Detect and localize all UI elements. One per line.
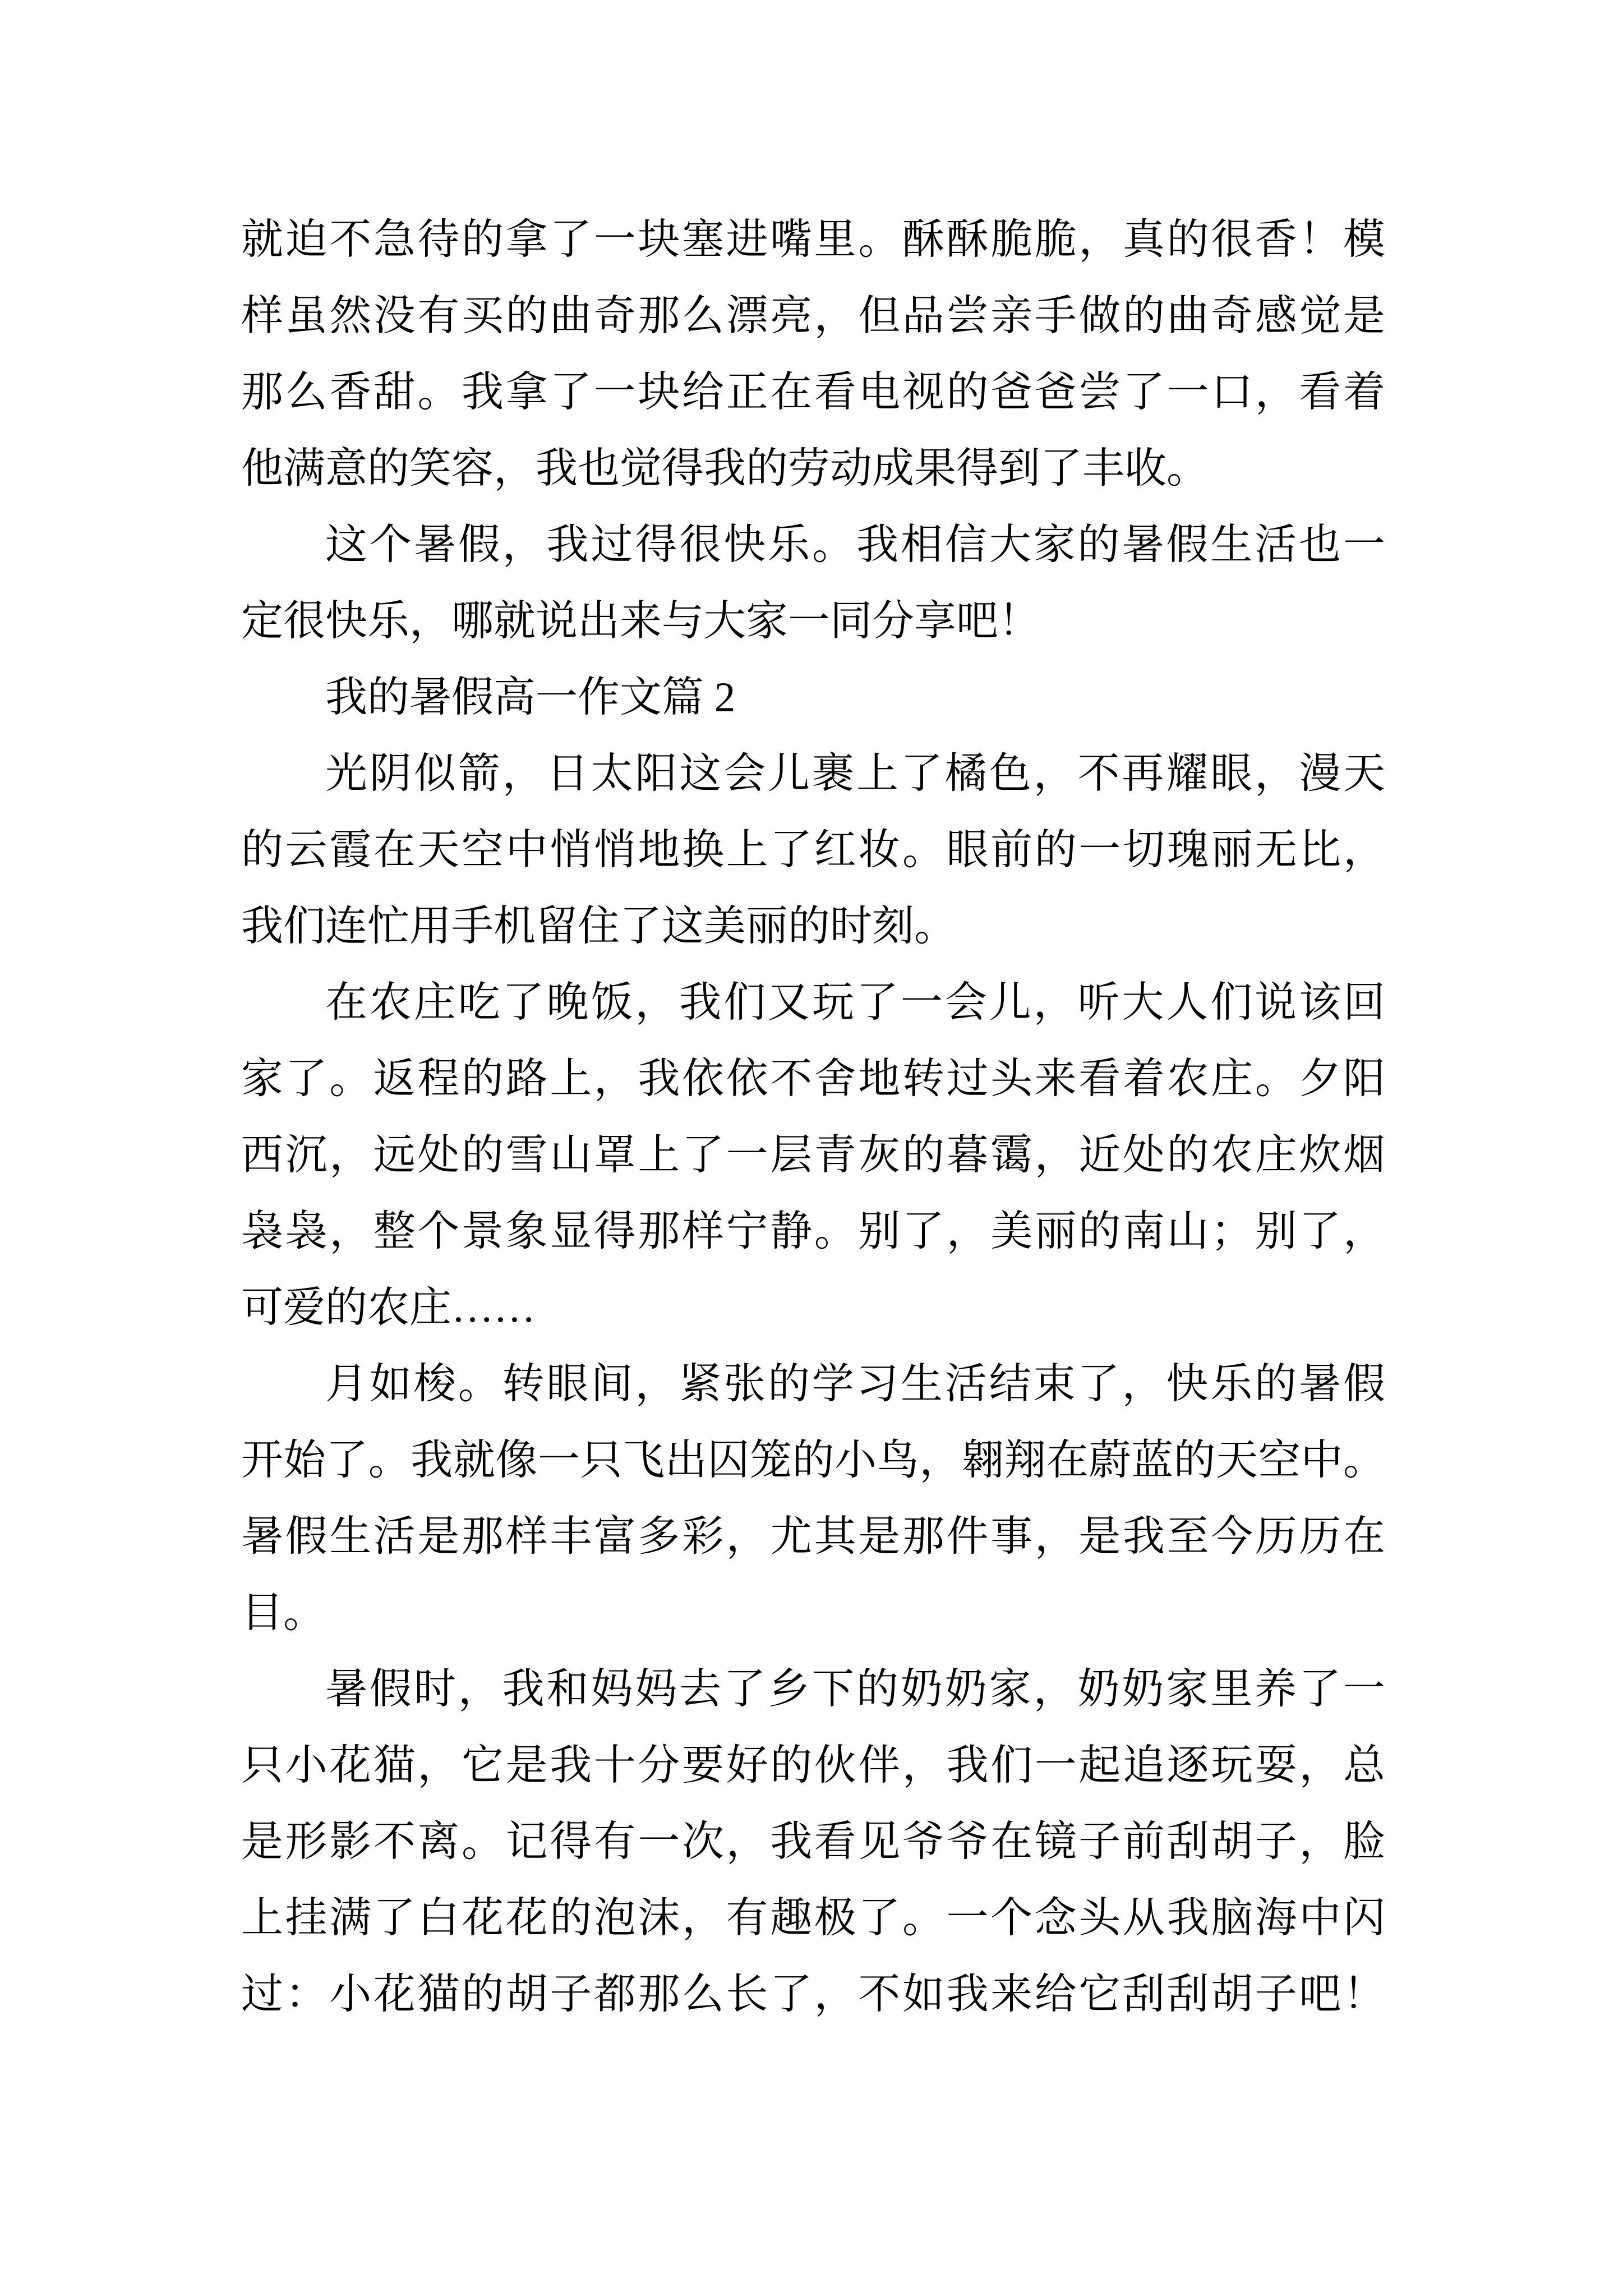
text-line: 暑假时，我和妈妈去了乡下的奶奶家，奶奶家里养了一: [325, 1666, 1385, 1713]
text-line: 袅袅，整个景象显得那样宁静。别了，美丽的南山；别了，: [241, 1208, 1385, 1255]
text-line: 只小花猫，它是我十分要好的伙伴，我们一起追逐玩耍，总: [241, 1742, 1385, 1789]
text-line: 这个暑假，我过得很快乐。我相信大家的暑假生活也一: [325, 522, 1385, 568]
text-line: 上挂满了白花花的泡沫，有趣极了。一个念头从我脑海中闪: [241, 1895, 1385, 1941]
text-line: 定很快乐，哪就说出来与大家一同分享吧！: [241, 598, 1041, 645]
text-line: 暑假生活是那样丰富多彩，尤其是那件事，是我至今历历在: [241, 1513, 1385, 1560]
text-line: 的云霞在天空中悄悄地换上了红妆。眼前的一切瑰丽无比，: [241, 827, 1385, 873]
text-line: 家了。返程的路上，我依依不舍地转过头来看着农庄。夕阳: [241, 1056, 1385, 1102]
text-line: 我们连忙用手机留住了这美丽的时刻。: [241, 903, 957, 950]
text-line: 就迫不急待的拿了一块塞进嘴里。酥酥脆脆，真的很香！模: [241, 217, 1385, 263]
text-line: 开始了。我就像一只飞出囚笼的小鸟，翱翔在蔚蓝的天空中。: [241, 1437, 1385, 1484]
text-line: 西沉，远处的雪山罩上了一层青灰的暮霭，近处的农庄炊烟: [241, 1132, 1385, 1179]
text-line: 光阴似箭，日太阳这会儿裹上了橘色，不再耀眼，漫天: [325, 751, 1385, 797]
text-line: 在农庄吃了晚饭，我们又玩了一会儿，听大人们说该回: [325, 979, 1385, 1026]
essay-text-block: [241, 202, 1385, 2033]
text-line: 可爱的农庄……: [241, 1285, 536, 1331]
text-line: 是形影不离。记得有一次，我看见爷爷在镜子前刮胡子，脸: [241, 1819, 1385, 1865]
text-line: 他满意的笑容，我也觉得我的劳动成果得到了丰收。: [241, 445, 1209, 492]
text-line: 那么香甜。我拿了一块给正在看电视的爸爸尝了一口，看着: [241, 369, 1385, 416]
text-line: 样虽然没有买的曲奇那么漂亮，但品尝亲手做的曲奇感觉是: [241, 293, 1385, 339]
text-line: 过：小花猫的胡子都那么长了，不如我来给它刮刮胡子吧！: [241, 1971, 1385, 2018]
section-heading-line: 我的暑假高一作文篇 2: [325, 674, 736, 721]
text-line: 月如梭。转眼间，紧张的学习生活结束了，快乐的暑假: [325, 1361, 1385, 1407]
text-line: 目。: [241, 1590, 326, 1636]
